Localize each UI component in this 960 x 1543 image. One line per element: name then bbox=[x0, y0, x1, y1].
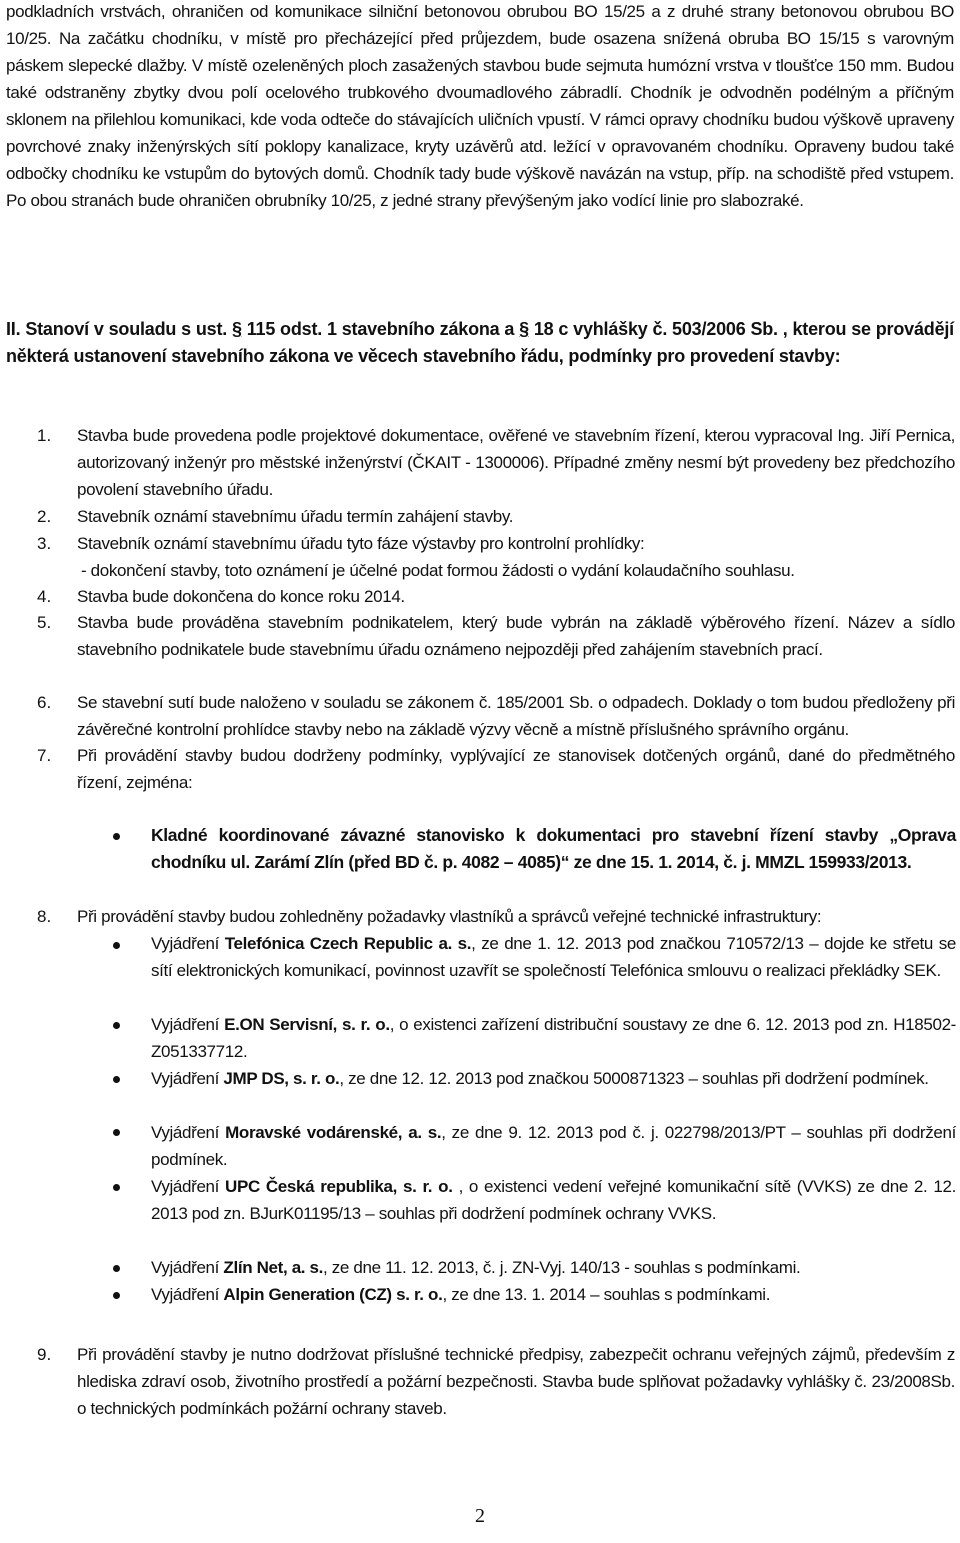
condition-text: Stavebník oznámí stavebnímu úřadu termín zahájení stavby. bbox=[77, 507, 514, 526]
condition-number: 4. bbox=[37, 587, 52, 606]
condition-text: Stavba bude provedena podle projektové dokumentace, ověřené ve stavebním řízení, kterou vypracoval Ing. Jiří Pernica, autorizovaný inženýr pro městské inženýrství (ČKAIT - 1300006). Případné změny nesmí být provedeny bez předchozího povolení stavebního úřadu. bbox=[77, 426, 955, 499]
bullet-organization: UPC Česká republika, s. r. o. bbox=[225, 1177, 453, 1196]
bullet-text bbox=[151, 1011, 956, 1065]
bullet-organization: JMP DS, s. r. o. bbox=[223, 1069, 340, 1088]
condition-subitem: - dokončení stavby, toto oznámení je účelné podat formou žádosti o vydání kolaudačního souhlasu. bbox=[81, 561, 795, 580]
condition-text: Stavebník oznámí stavebnímu úřadu tyto fáze výstavby pro kontrolní prohlídky: bbox=[77, 534, 645, 553]
section-heading-part-e: 18 c vyhlášky č. 503/2006 Sb. , kterou se provádějí některá ustanovení stavebního zákona ve věcech stavebního řádu, podmínky pro provedení stavby: bbox=[6, 319, 954, 366]
intro-paragraph: podkladních vrstvách, ohraničen od komunikace silniční betonovou obrubou BO 15/25 a z druhé strany betonovou obrubou BO 10/25. Na začátku chodníku, v místě pro přecházející před průjezdem, bude osazena snížená obruba BO 15/15 s varovným páskem slepecké dlažby. V místě ozeleněných ploch zasažených stavbou bude sejmuta humózní vrstva v tloušťce 150 mm. Budou také odstraněny zbytky dvou polí ocelového trubkového dvoumadlového zábradlí. Chodník je odvodněn podélným a příčným sklonem na přilehlou komunikaci, kde voda odteče do stávajících uličních vpustí. V rámci opravy chodníku budou výškově upraveny povrchové znaky inženýrských sítí poklopy kanalizace, kryty uzávěrů atd. ležící v opravovaném chodníku. Opraveny budou také odbočky chodníku ke vstupům do bytových domů. Chodník tady bude výškově navázán na vstup, příp. na schodiště před vstupem. Po obou stranách bude ohraničen obrubníky 10/25, z jedné strany převýšeným jako vodící linie pro slabozraké. bbox=[6, 2, 954, 210]
bullet-organization: Alpin Generation (CZ) s. r. o. bbox=[223, 1285, 443, 1304]
section-heading bbox=[6, 316, 954, 370]
bullet-rest: , ze dne 13. 1. 2014 – souhlas s podmínkami. bbox=[442, 1285, 771, 1304]
paragraph-sign: § bbox=[231, 319, 242, 339]
condition-text: Stavba bude dokončena do konce roku 2014. bbox=[77, 587, 405, 606]
condition-number: 8. bbox=[37, 907, 52, 926]
condition-text: Stavba bude prováděna stavebním podnikatelem, který bude vybrán na základě výběrového řízení. Název a sídlo stavebního podnikatele bude stavebnímu úřadu oznámeno nejpozději před zahájením stavebních prací. bbox=[77, 613, 955, 659]
condition-text: Při provádění stavby je nutno dodržovat příslušné technické předpisy, zabezpečit ochranu veřejných zájmů, především z hlediska zdraví osob, životního prostředí a požární bezpečnosti. Stavba bude splňovat požadavky vyhlášky č. 23/2008Sb. o technických podmínkách požární ochrany staveb. bbox=[77, 1345, 955, 1418]
bullet-icon bbox=[113, 1265, 120, 1272]
bullet-prefix: Vyjádření bbox=[151, 1069, 224, 1088]
bullet-icon bbox=[113, 1129, 120, 1136]
paragraph-sign: § bbox=[519, 319, 529, 339]
bullet-rest: , ze dne 11. 12. 2013, č. j. ZN-Vyj. 140/13 - souhlas s podmínkami. bbox=[323, 1258, 801, 1277]
condition-number: 1. bbox=[37, 426, 52, 445]
bullet-rest: , ze dne 12. 12. 2013 pod značkou 5000871323 – souhlas při dodržení podmínek. bbox=[339, 1069, 929, 1088]
condition-number: 7. bbox=[37, 746, 52, 765]
condition-number: 9. bbox=[37, 1345, 52, 1364]
bullet-organization: E.ON Servisní, s. r. o. bbox=[224, 1015, 390, 1034]
condition-number: 5. bbox=[37, 613, 52, 632]
bullet-prefix: Vyjádření bbox=[151, 1177, 226, 1196]
bullet-text: Kladné koordinované závazné stanovisko k dokumentaci pro stavební řízení stavby „Oprava chodníku ul. Zarámí Zlín (před BD č. p. 4082 – 4085)“ ze dne 15. 1. 2014, č. j. MMZL 159933/2013. bbox=[151, 825, 956, 872]
condition-text: Při provádění stavby budou zohledněny požadavky vlastníků a správců veřejné technické infrastruktury: bbox=[77, 907, 822, 926]
bullet-prefix: Vyjádření bbox=[151, 934, 225, 953]
bullet-organization: Zlín Net, a. s. bbox=[223, 1258, 324, 1277]
bullet-prefix: Vyjádření bbox=[151, 1258, 224, 1277]
bullet-organization: Moravské vodárenské, a. s. bbox=[225, 1123, 442, 1142]
bullet-text bbox=[151, 1065, 956, 1092]
bullet-prefix: Vyjádření bbox=[151, 1285, 224, 1304]
condition-text: Se stavební sutí bude naloženo v souladu se zákonem č. 185/2001 Sb. o odpadech. Doklady o tom budou předloženy při závěrečné kontrolní prohlídce stavby nebo na základě výzvy věcně a místně příslušného správního orgánu. bbox=[77, 693, 955, 739]
bullet-icon bbox=[113, 1076, 120, 1083]
condition-number: 3. bbox=[37, 534, 52, 553]
bullet-icon bbox=[113, 942, 120, 949]
bullet-text bbox=[151, 1119, 956, 1173]
bullet-rest: , ze dne 1. 12. 2013 pod značkou 710572/13 – dojde ke střetu se sítí elektronických komunikací, povinnost uzavřít se společností Telefónica smlouvu o realizaci překládky SEK. bbox=[151, 934, 956, 980]
bullet-prefix: Vyjádření bbox=[151, 1015, 225, 1034]
bullet-rest: , ze dne 9. 12. 2013 pod č. j. 022798/2013/PT – souhlas při dodržení podmínek. bbox=[151, 1123, 956, 1169]
condition-text: Při provádění stavby budou dodrženy podmínky, vyplývající ze stanovisek dotčených orgánů, dané do předmětného řízení, zejména: bbox=[77, 746, 955, 792]
bullet-text bbox=[151, 930, 956, 984]
bullet-icon bbox=[113, 1184, 120, 1191]
bullet-icon bbox=[113, 1022, 120, 1029]
condition-number: 2. bbox=[37, 507, 52, 526]
section-heading-part-a: II. Stanoví v souladu s ust. bbox=[6, 319, 232, 339]
bullet-icon bbox=[113, 1292, 120, 1299]
bullet-rest: , o existenci vedení veřejné komunikační sítě (VVKS) ze dne 2. 12. 2013 pod zn. BJurK01195/13 – souhlas při dodržení podmínek ochrany VVKS. bbox=[151, 1177, 956, 1223]
page-number: 2 bbox=[475, 1505, 485, 1527]
bullet-text bbox=[151, 1254, 956, 1281]
bullet-organization: Telefónica Czech Republic a. s. bbox=[224, 934, 472, 953]
bullet-rest: , o existenci zařízení distribuční soustavy ze dne 6. 12. 2013 pod zn. H18502-Z051337712. bbox=[151, 1015, 956, 1061]
bullet-text bbox=[151, 1281, 956, 1308]
condition-number: 6. bbox=[37, 693, 52, 712]
bullet-text bbox=[151, 1173, 956, 1227]
section-heading-part-c: 115 odst. 1 stavebního zákona a bbox=[241, 319, 520, 339]
bullet-icon bbox=[113, 833, 120, 840]
bullet-prefix: Vyjádření bbox=[151, 1123, 226, 1142]
